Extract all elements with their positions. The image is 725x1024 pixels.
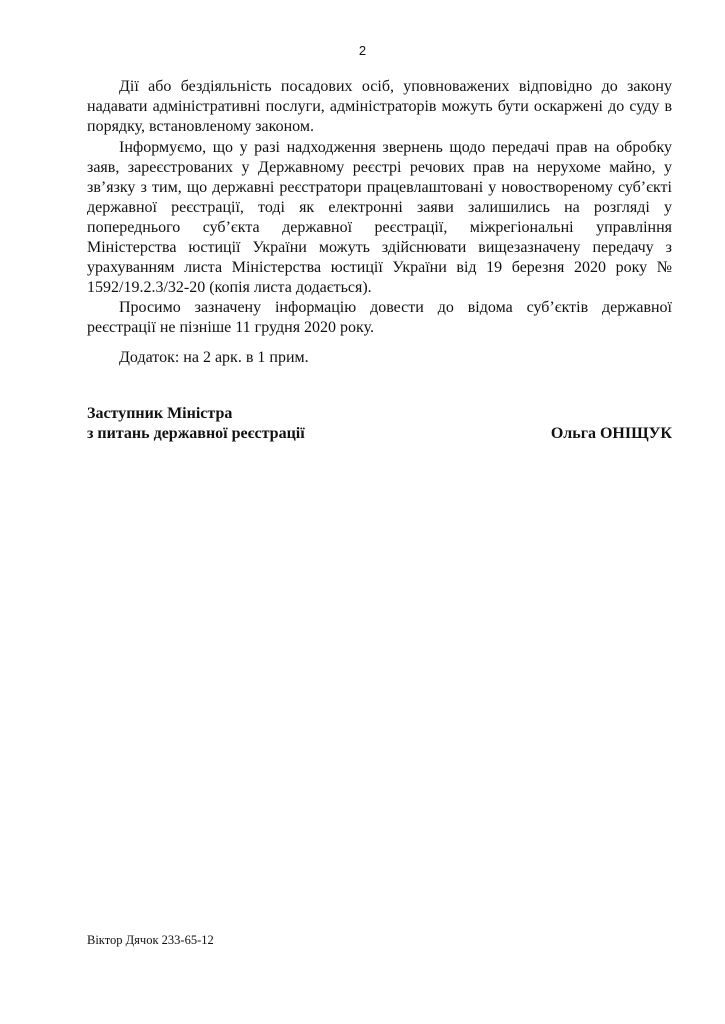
page-number: 2 <box>358 43 367 58</box>
paragraph-text: Дії або бездіяльність посадових осіб, уповноважених відповідно до закону надавати адміністративні послуги, адміністраторів можуть бути оскаржені до суду в порядку, встановленому законом. <box>87 78 672 135</box>
paragraph-transfer-info <box>87 138 672 298</box>
annex-note: Додаток: на 2 арк. в 1 прим. <box>119 349 309 366</box>
paragraph-text: Інформуємо, що у разі надходження звернень щодо передачі прав на обробку заяв, зареєстрованих у Державному реєстрі речових прав на нерухоме майно, у зв’язку з тим, що державні реєстратори працевлаштовані у новоствореному суб’єкті державної реєстрації, тоді як електронні заяви залишились на розгляді у попереднього суб’єкта державної реєстрації, міжрегіональні управління Міністерства юстиції України можуть здійснювати вищезазначену передачу з урахуванням листа Міністерства юстиції України від 19 березня 2020 року № 1592/19.2.3/32-20 (копія листа додається). <box>87 139 672 296</box>
signatory-position-line2: з питань державної реєстрації <box>87 425 305 442</box>
paragraph-request <box>87 298 672 338</box>
executor-contact: Віктор Дячок 233-65-12 <box>87 933 214 947</box>
signature-block <box>87 404 672 444</box>
signatory-name: Ольга ОНІЩУК <box>550 425 672 442</box>
paragraph-text: Просимо зазначену інформацію довести до відома суб’єктів державної реєстрації не пізніше 11 грудня 2020 року. <box>87 299 672 336</box>
paragraph-appeal-rights <box>87 77 672 137</box>
signatory-position-line1: Заступник Міністра <box>87 405 233 422</box>
signature-row <box>87 424 672 444</box>
